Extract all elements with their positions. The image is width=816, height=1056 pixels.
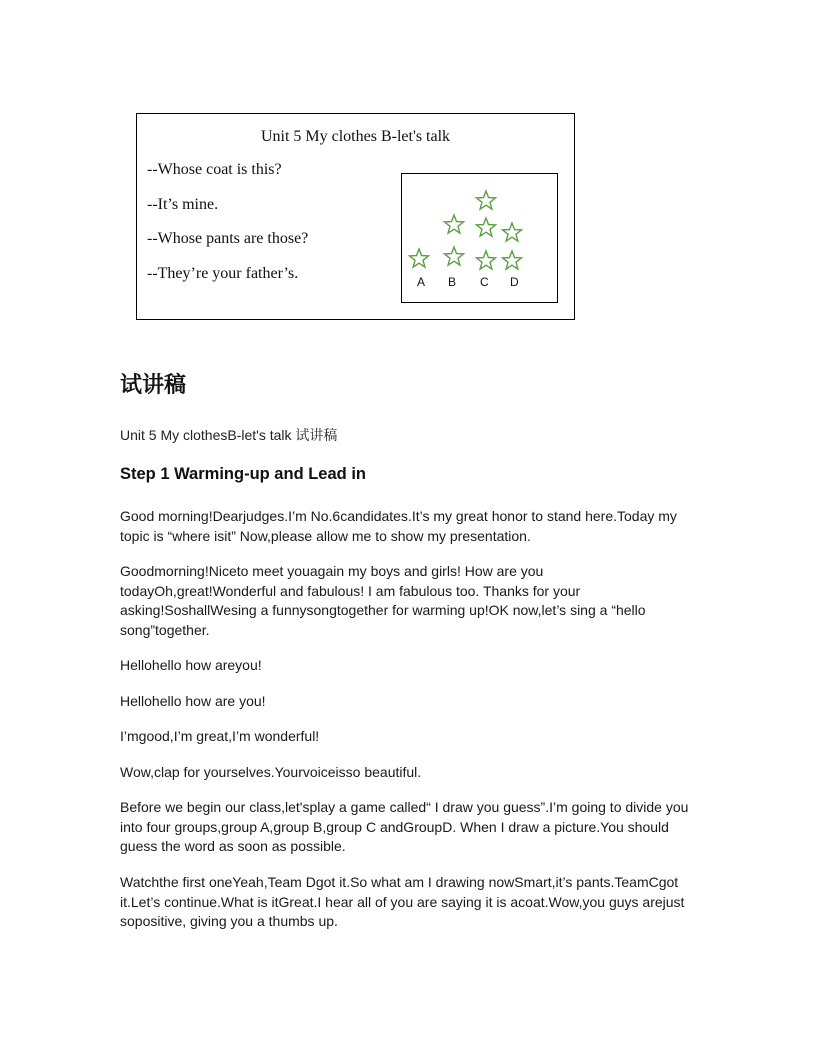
page-heading: 试讲稿 bbox=[120, 373, 187, 398]
group-label: D bbox=[510, 275, 519, 289]
lesson-card bbox=[136, 113, 575, 320]
star-score-svg bbox=[402, 174, 557, 302]
star-icon bbox=[477, 251, 496, 269]
card-title: Unit 5 My clothes B-let's talk bbox=[260, 128, 451, 145]
star-icon bbox=[477, 191, 496, 209]
group-label: A bbox=[417, 275, 426, 289]
paragraph: Goodmorning!Niceto meet youagain my boys and girls! How are you todayOh,great!Wonderful and fabulous! I am fabulous too. Thanks for your asking!SoshallWesing a funnysongtogether for warming up!OK now,let’s sing a “hello song”together. bbox=[120, 563, 646, 638]
star-icon bbox=[445, 215, 464, 233]
star-score-chart bbox=[401, 173, 558, 303]
group-label: C bbox=[480, 275, 489, 289]
star-icon bbox=[445, 247, 464, 265]
page-subtitle: Unit 5 My clothesB-let's talk 试讲稿 bbox=[120, 427, 338, 443]
dialogue-line-3: --Whose pants are those? bbox=[147, 230, 309, 247]
dialogue-line-4: --They’re your father’s. bbox=[147, 265, 299, 282]
paragraph: Before we begin our class,let'splay a game called“ I draw you guess”.I’m going to divide you into four groups,group A,group B,group C andGroupD. When I draw a picture.You should guess the word as soon as possible. bbox=[120, 799, 689, 855]
star-icon bbox=[410, 249, 429, 267]
star-icon bbox=[477, 218, 496, 236]
dialogue-line-2: --It’s mine. bbox=[147, 196, 219, 213]
star-icon bbox=[503, 223, 522, 241]
group-label: B bbox=[448, 275, 457, 289]
paragraph: Good morning!Dearjudges.I’m No.6candidates.It’s my great honor to stand here.Today my topic is “where isit” Now,please allow me to show my presentation. bbox=[120, 508, 677, 544]
paragraph: Hellohello how areyou! bbox=[120, 657, 262, 673]
paragraph: Wow,clap for yourselves.Yourvoiceisso beautiful. bbox=[120, 764, 422, 780]
paragraph: Watchthe first oneYeah,Team Dgot it.So what am I drawing nowSmart,it’s pants.TeamCgot it.Let’s continue.What is itGreat.I hear all of you are saying it is acoat.Wow,you guys arejust sopositive, giving you a thumbs up. bbox=[120, 874, 685, 930]
dialogue-line-1: --Whose coat is this? bbox=[147, 161, 282, 178]
paragraph: I’mgood,I’m great,I’m wonderful! bbox=[120, 728, 320, 744]
paragraph: Hellohello how are you! bbox=[120, 693, 266, 709]
star-icon bbox=[503, 251, 522, 269]
step-heading: Step 1 Warming-up and Lead in bbox=[120, 465, 366, 483]
